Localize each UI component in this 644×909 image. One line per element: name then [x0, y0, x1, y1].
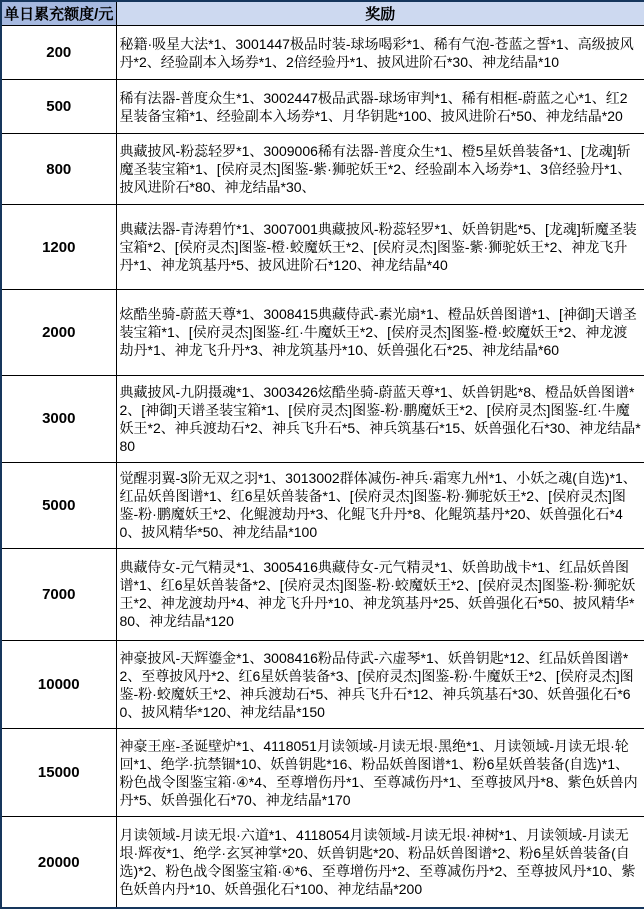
- reward-text: 炫酷坐骑-蔚蓝天尊*1、3008415典藏侍武-素光扇*1、橙品妖兽图谱*1、[神御]天谱圣装宝箱*1、[侯府灵杰]图鉴-红·牛魔妖王*2、[侯府灵杰]图鉴-橙·蛟魔妖王*2、神龙渡劫丹*1、神龙飞升丹*3、神龙筑基丹*10、妖兽强化石*25、神龙结晶*60: [116, 290, 644, 375]
- amount-value: 1200: [1, 205, 116, 290]
- table-row: [1, 462, 644, 548]
- reward-text: 觉醒羽翼-3阶无双之羽*1、3013002群体减伤-神兵·霜寒九州*1、小妖之魂(自选)*1、红品妖兽图谱*1、红6星妖兽装备*1、[侯府灵杰]图鉴-粉·狮驼妖王*2、[侯府灵杰]图鉴-粉·鹏魔妖王*2、化鲲渡劫丹*3、化鲲飞升丹*8、化鲲筑基丹*20、妖兽强化石*40、披风精华*50、神龙结晶*100: [116, 462, 644, 548]
- amount-value: 3000: [1, 375, 116, 462]
- table-row: [1, 205, 644, 290]
- table-row: [1, 134, 644, 205]
- table-row: [1, 817, 644, 908]
- column-header-amount: 单日累充额度/元: [1, 1, 116, 26]
- table-row: [1, 375, 644, 462]
- table-row: [1, 729, 644, 817]
- table-row: [1, 548, 644, 640]
- amount-value: 7000: [1, 548, 116, 640]
- column-header-reward: 奖励: [116, 1, 644, 26]
- amount-value: 2000: [1, 290, 116, 375]
- table-row: [1, 26, 644, 80]
- amount-value: 15000: [1, 729, 116, 817]
- reward-text: 典藏披风-粉蕊轻罗*1、3009006稀有法器-普度众生*1、橙5星妖兽装备*1、[龙魂]斩魔圣装宝箱*1、[侯府灵杰]图鉴-紫·狮驼妖王*2、经验副本入场券*1、3倍经验丹*1、披风进阶石*80、神龙结晶*30、: [116, 134, 644, 205]
- reward-text: 神豪王座-圣诞壁炉*1、4118051月读领域-月读无垠·黑绝*1、月读领域-月读无垠·轮回*1、绝学·抗禁锢*10、妖兽钥匙*16、粉品妖兽图谱*1、粉6星妖兽装备(自选)*1、粉色战令图鉴宝箱·④*4、至尊增伤丹*1、至尊减伤丹*1、至尊披风丹*8、紫色妖兽内丹*5、妖兽强化石*70、神龙结晶*170: [116, 729, 644, 817]
- amount-value: 20000: [1, 817, 116, 908]
- amount-value: 500: [1, 80, 116, 134]
- table-row: [1, 640, 644, 728]
- amount-value: 200: [1, 26, 116, 80]
- amount-value: 5000: [1, 462, 116, 548]
- amount-value: 800: [1, 134, 116, 205]
- table-header: [1, 1, 644, 26]
- reward-text: 典藏披风-九阴摄魂*1、3003426炫酷坐骑-蔚蓝天尊*1、妖兽钥匙*8、橙品妖兽图谱*2、[神御]天谱圣装宝箱*1、[侯府灵杰]图鉴-粉·鹏魔妖王*2、[侯府灵杰]图鉴-红·牛魔妖王*2、神兵渡劫石*2、神兵飞升石*5、神兵筑基石*15、妖兽强化石*30、神龙结晶*80: [116, 375, 644, 462]
- reward-text: 秘籍·吸星大法*1、3001447极品时装-球场喝彩*1、稀有气泡-苍蓝之誓*1、高级披风丹*2、经验副本入场券*1、2倍经验丹*1、披风进阶石*30、神龙结晶*10: [116, 26, 644, 80]
- reward-text: 月读领域-月读无垠·六道*1、4118054月读领域-月读无垠·神树*1、月读领域-月读无垠·辉夜*1、绝学·玄冥神掌*20、妖兽钥匙*20、粉品妖兽图谱*2、粉6星妖兽装备(自选)*2、粉色战令图鉴宝箱·④*6、至尊增伤丹*2、至尊减伤丹*2、至尊披风丹*10、紫色妖兽内丹*10、妖兽强化石*100、神龙结晶*200: [116, 817, 644, 908]
- table-row: [1, 80, 644, 134]
- table-row: [1, 290, 644, 375]
- amount-value: 10000: [1, 640, 116, 728]
- table-body: [1, 26, 644, 909]
- reward-text: 神豪披风-天辉鎏金*1、3008416粉品侍武-六虚琴*1、妖兽钥匙*12、红品妖兽图谱*2、至尊披风丹*2、红6星妖兽装备*3、[侯府灵杰]图鉴-粉·牛魔妖王*2、[侯府灵杰]图鉴-粉·蛟魔妖王*2、神兵渡劫石*5、神兵飞升石*12、神兵筑基石*30、妖兽强化石*60、披风精华*120、神龙结晶*150: [116, 640, 644, 728]
- reward-text: 典藏法器-青涛碧竹*1、3007001典藏披风-粉蕊轻罗*1、妖兽钥匙*5、[龙魂]斩魔圣装宝箱*2、[侯府灵杰]图鉴-橙·蛟魔妖王*2、[侯府灵杰]图鉴-紫·狮驼妖王*2、神龙飞升丹*1、神龙筑基丹*5、披风进阶石*120、神龙结晶*40: [116, 205, 644, 290]
- reward-text: 典藏侍女-元气精灵*1、3005416典藏侍女-元气精灵*1、妖兽助战卡*1、红品妖兽图谱*1、红6星妖兽装备*2、[侯府灵杰]图鉴-粉·蛟魔妖王*2、[侯府灵杰]图鉴-粉·狮驼妖王*2、神龙渡劫丹*4、神龙飞升丹*10、神龙筑基丹*25、妖兽强化石*50、披风精华*80、神龙结晶*120: [116, 548, 644, 640]
- header-row: [1, 1, 644, 26]
- reward-text: 稀有法器-普度众生*1、3002447极品武器-球场审判*1、稀有相框-蔚蓝之心*1、红2星装备宝箱*1、经验副本入场券*1、月华钥匙*100、披风进阶石*50、神龙结晶*20: [116, 80, 644, 134]
